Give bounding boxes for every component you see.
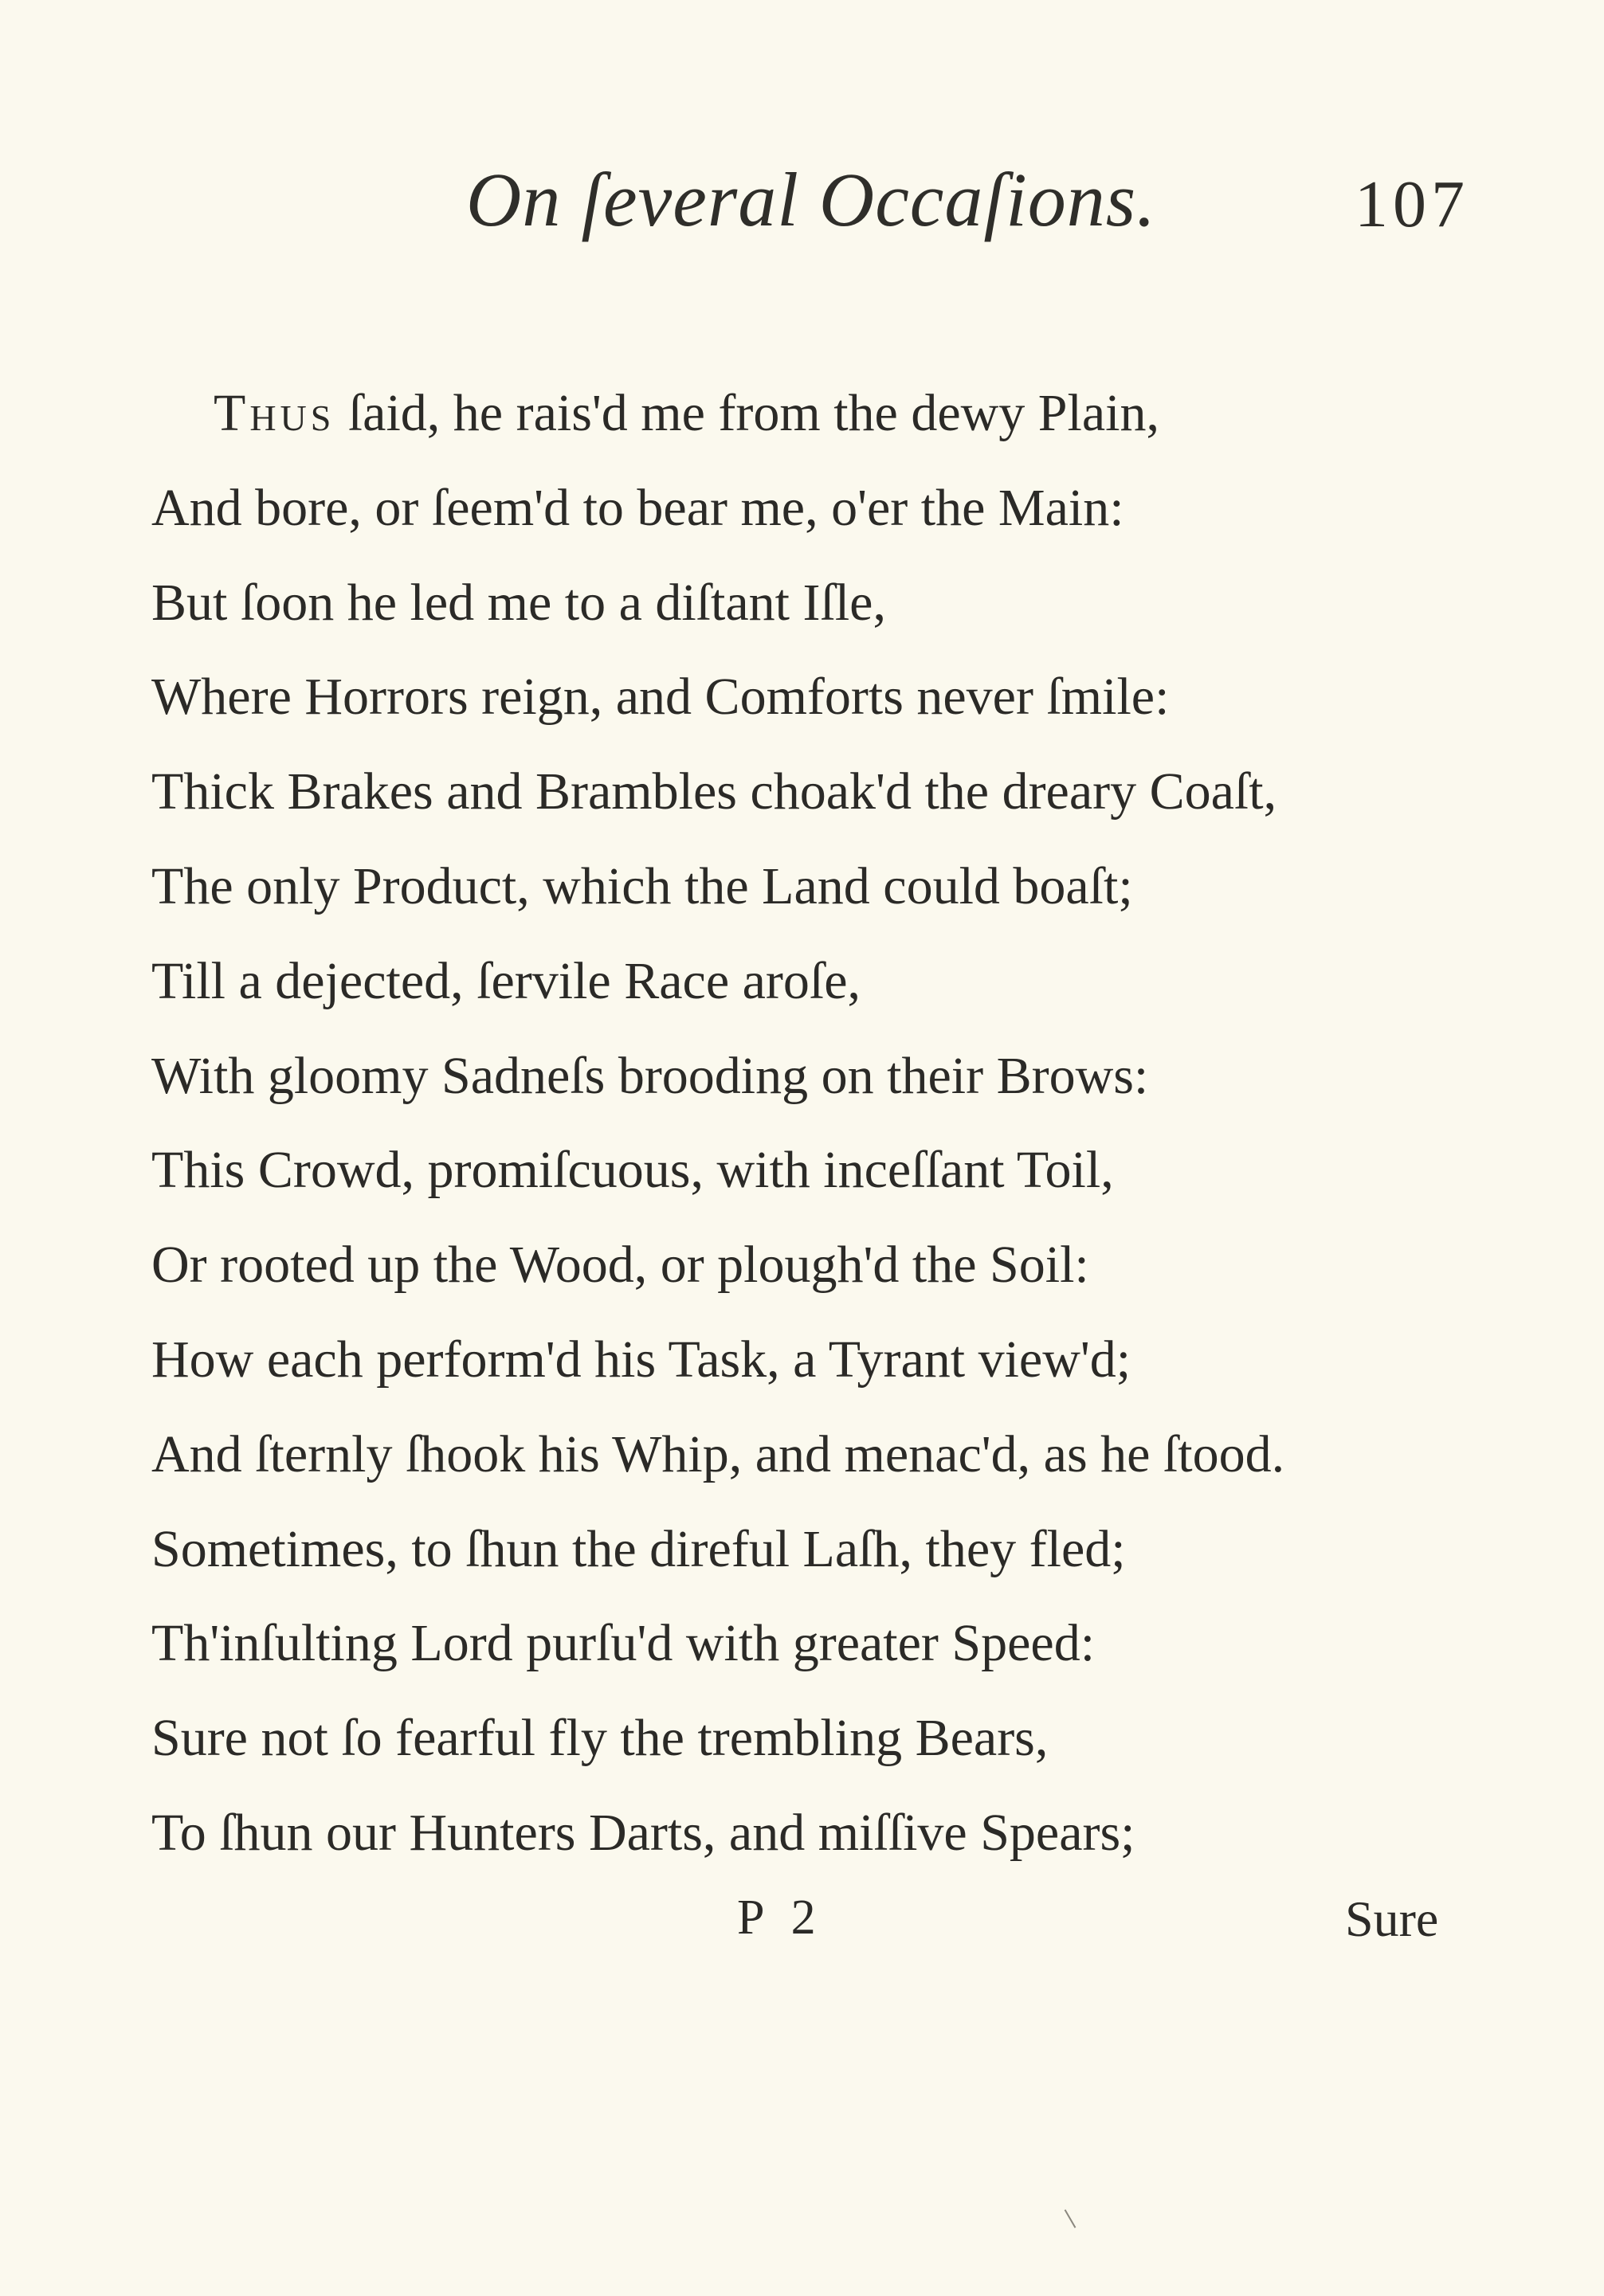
first-word: Thus xyxy=(214,384,335,442)
catchword: Sure xyxy=(1345,1890,1439,1947)
verse-line: Where Horrors reign, and Comforts never ſmile: xyxy=(151,668,1170,727)
verse-line: This Crowd, promiſcuous, with inceſſant Toil, xyxy=(151,1141,1114,1200)
verse-line: And ſternly ſhook his Whip, and menac'd, as he ſtood. xyxy=(151,1424,1285,1483)
poem-text xyxy=(151,366,1466,1881)
first-line-rest: ſaid, he rais'd me from the dewy Plain, xyxy=(335,384,1159,442)
verse-line: How each perform'd his Task, a Tyrant view'd; xyxy=(151,1330,1131,1389)
page-number: 107 xyxy=(1355,167,1469,241)
verse-line: To ſhun our Hunters Darts, and miſſive Spears; xyxy=(151,1803,1135,1862)
verse-line xyxy=(151,366,1466,461)
verse-line: Or rooted up the Wood, or plough'd the Soil: xyxy=(151,1236,1089,1295)
verse-line: Sure not ſo fearful fly the trembling Bears, xyxy=(151,1709,1049,1768)
verse-line: Sometimes, to ſhun the direful Laſh, they fled; xyxy=(151,1519,1126,1578)
paper-blemish xyxy=(1065,2209,1077,2228)
verse-line: Till a dejected, ſervile Race aroſe, xyxy=(151,951,861,1010)
signature-mark: P 2 xyxy=(737,1890,824,1945)
verse-line: Thick Brakes and Brambles choak'd the dreary Coaſt, xyxy=(151,762,1277,821)
verse-line: With gloomy Sadneſs brooding on their Brows: xyxy=(151,1046,1149,1105)
verse-line: But ſoon he led me to a diſtant Iſle, xyxy=(151,573,886,632)
running-title: On ſeveral Occaſions. xyxy=(466,157,1157,242)
verse-line: And bore, or ſeem'd to bear me, o'er the Main: xyxy=(151,478,1124,537)
verse-line: Th'inſulting Lord purſu'd with greater Speed: xyxy=(151,1614,1096,1673)
verse-line: The only Product, which the Land could boaſt; xyxy=(151,856,1133,915)
